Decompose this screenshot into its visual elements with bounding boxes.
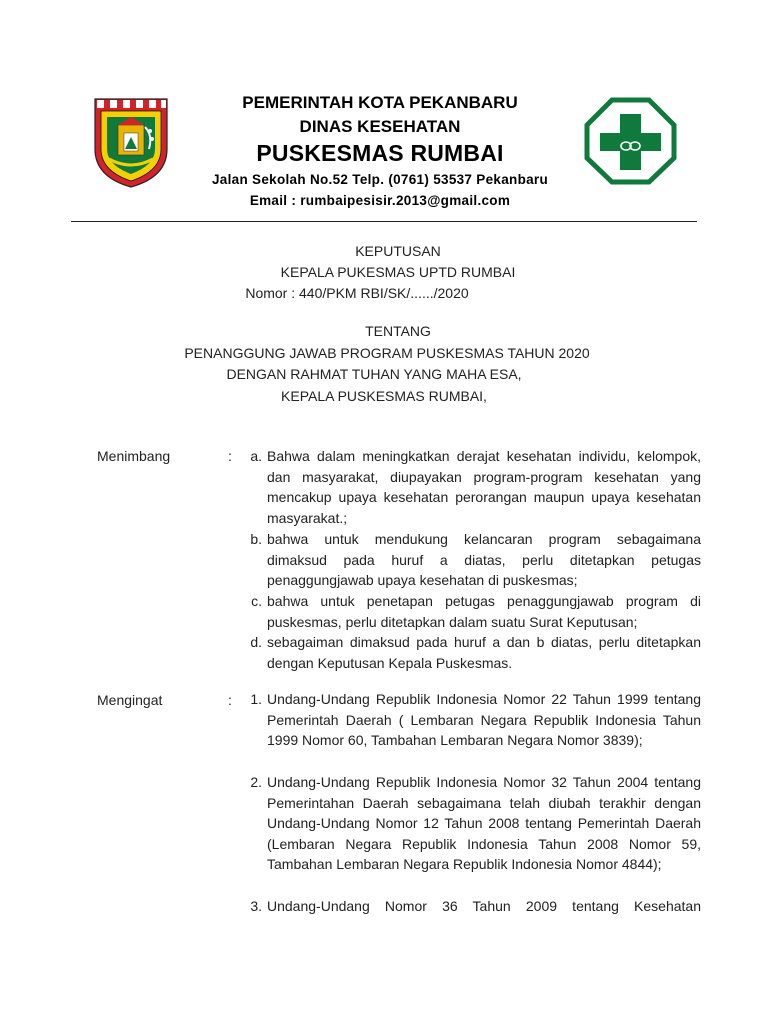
list-marker: c. [251, 593, 262, 609]
list-item [238, 896, 701, 917]
head-statement: KEPALA PUSKESMAS RUMBAI, [281, 388, 487, 404]
institution-email: Email : rumbaipesisir.2013@gmail.com [249, 193, 511, 208]
list-marker: 2. [250, 774, 262, 790]
list-marker: b. [250, 531, 262, 547]
list-item [238, 446, 701, 528]
considering-label: Menimbang [97, 448, 171, 464]
grace-statement: DENGAN RAHMAT TUHAN YANG MAHA ESA, [226, 366, 522, 382]
institution-name: PUSKESMAS RUMBAI [256, 140, 504, 166]
list-text: sebagaiman dimaksud pada huruf a dan b diatas, perlu ditetapkan dengan Keputusan Kepala Puskesmas. [267, 634, 701, 671]
about-text: PENANGGUNG JAWAB PROGRAM PUSKESMAS TAHUN 2020 [184, 345, 590, 361]
list-text: bahwa untuk penetapan petugas penaggungjawab program di puskesmas, perlu ditetapkan dalam suatu Surat Keputusan; [267, 593, 701, 630]
list-marker: 3. [250, 898, 262, 914]
list-item [238, 591, 701, 632]
list-item [238, 772, 701, 875]
department-name: DINAS KESEHATAN [299, 117, 461, 136]
list-item [238, 529, 701, 591]
list-text: Undang-Undang Republik Indonesia Nomor 32 Tahun 2004 tentang Pemerintahan Daerah sebagaimana telah diubah terakhir dengan Undang-Undang Nomor 12 Tahun 2008 tentang Pemerintah Daerah (Lembaran Negara Republik Indonesia Tahun 2008 Nomor 59, Tambahan Lembaran Negara Republik Indonesia Nomor 4844); [267, 774, 701, 873]
list-item [238, 632, 701, 673]
decree-number: Nomor : 440/PKM RBI/SK/....../2020 [245, 285, 469, 301]
letterhead-divider [71, 221, 697, 222]
list-marker: 1. [250, 691, 262, 707]
institution-address: Jalan Sekolah No.52 Telp. (0761) 53537 Pekanbaru [211, 172, 549, 187]
list-text: Bahwa dalam meningkatkan derajat kesehatan individu, kelompok, dan masyarakat, diupayakan program-program kesehatan yang mencakup upaya kesehatan perorangan maupun upaya kesehatan masyarakat.; [267, 448, 701, 526]
list-text: bahwa untuk mendukung kelancaran program sebagaimana dimaksud pada huruf a diatas, perlu ditetapkan petugas penaggungjawab upaya kesehatan di puskesmas; [267, 531, 701, 589]
decree-issuer: KEPALA PUKESMAS UPTD RUMBAI [280, 264, 516, 280]
list-text: Undang-Undang Republik Indonesia Nomor 22 Tahun 1999 tentang Pemerintah Daerah ( Lembaran Negara Republik Indonesia Tahun 1999 Nomor 60, Tambahan Lembaran Negara Nomor 3839); [267, 691, 701, 749]
about-label: TENTANG [365, 323, 431, 339]
government-name: PEMERINTAH KOTA PEKANBARU [242, 93, 518, 112]
recalling-label: Mengingat [97, 692, 163, 708]
recalling-colon: : [228, 692, 232, 708]
considering-colon: : [228, 448, 232, 464]
list-marker: d. [250, 634, 262, 650]
decree-title: KEPUTUSAN [355, 243, 441, 259]
list-text: Undang-Undang Nomor 36 Tahun 2009 tentang Kesehatan [267, 898, 701, 914]
list-marker: a. [250, 448, 262, 464]
list-item [238, 689, 701, 751]
